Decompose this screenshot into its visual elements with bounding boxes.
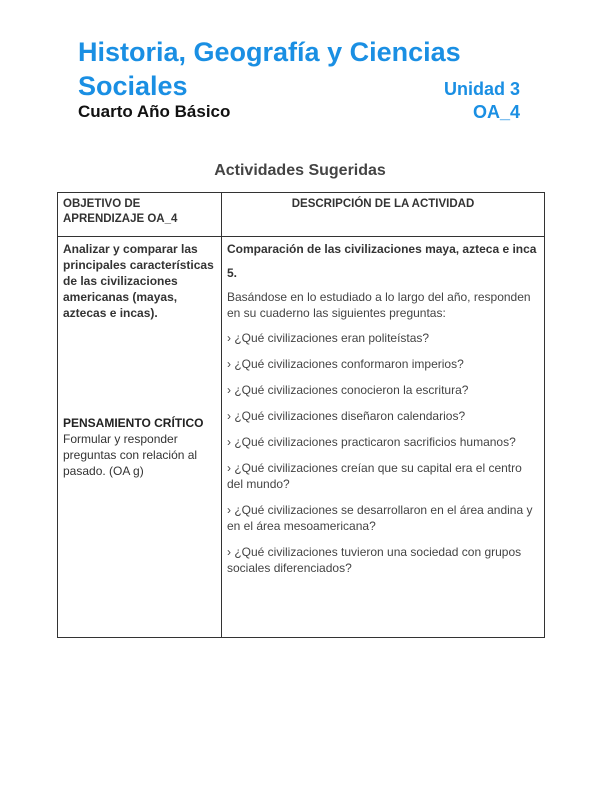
description-cell xyxy=(222,237,545,638)
question-item: › ¿Qué civilizaciones eran politeístas? xyxy=(227,331,430,345)
activity-intro: Basándose en lo estudiado a lo largo del año, responden en su cuaderno las siguientes preguntas: xyxy=(227,290,531,320)
unit-label: Unidad 3 xyxy=(443,79,520,99)
table-header-row xyxy=(58,193,545,237)
header-description: DESCRIPCIÓN DE LA ACTIVIDAD xyxy=(291,198,475,210)
activity-title: Comparación de las civilizaciones maya, azteca e inca xyxy=(227,242,537,256)
question-item: › ¿Qué civilizaciones se desarrollaron en el área andina y en el área mesoamericana? xyxy=(227,503,533,533)
question-item: › ¿Qué civilizaciones conformaron imperios? xyxy=(227,357,464,371)
objective-text: Analizar y comparar las principales características de las civilizaciones americanas (mayas, aztecas e incas). xyxy=(63,242,214,320)
table-row xyxy=(58,237,545,638)
objective-code: OA_4 xyxy=(472,102,520,122)
activity-table xyxy=(57,192,545,638)
question-item: › ¿Qué civilizaciones diseñaron calendarios? xyxy=(227,409,466,423)
header-objective-cell xyxy=(58,193,222,237)
question-item: › ¿Qué civilizaciones tuvieron una sociedad con grupos sociales diferenciados? xyxy=(227,545,522,575)
question-item: › ¿Qué civilizaciones creían que su capital era el centro del mundo? xyxy=(227,461,522,491)
skill-title: PENSAMIENTO CRÍTICO xyxy=(63,416,204,430)
question-item: › ¿Qué civilizaciones conocieron la escritura? xyxy=(227,383,469,397)
page-title-line-1: Historia, Geografía y Ciencias xyxy=(78,37,461,67)
page-title-line-2: Sociales xyxy=(78,71,188,101)
header-objective-line-1: OBJETIVO DE xyxy=(63,198,141,210)
activity-number: 5. xyxy=(227,266,238,280)
objective-cell xyxy=(58,237,222,638)
skill-text: Formular y responder preguntas con relación al pasado. (OA g) xyxy=(63,432,198,478)
header-objective-line-2: APRENDIZAJE OA_4 xyxy=(63,213,178,225)
grade-label: Cuarto Año Básico xyxy=(78,102,231,121)
header-description-cell xyxy=(222,193,545,237)
section-title: Actividades Sugeridas xyxy=(214,162,386,179)
question-item: › ¿Qué civilizaciones practicaron sacrificios humanos? xyxy=(227,435,516,449)
